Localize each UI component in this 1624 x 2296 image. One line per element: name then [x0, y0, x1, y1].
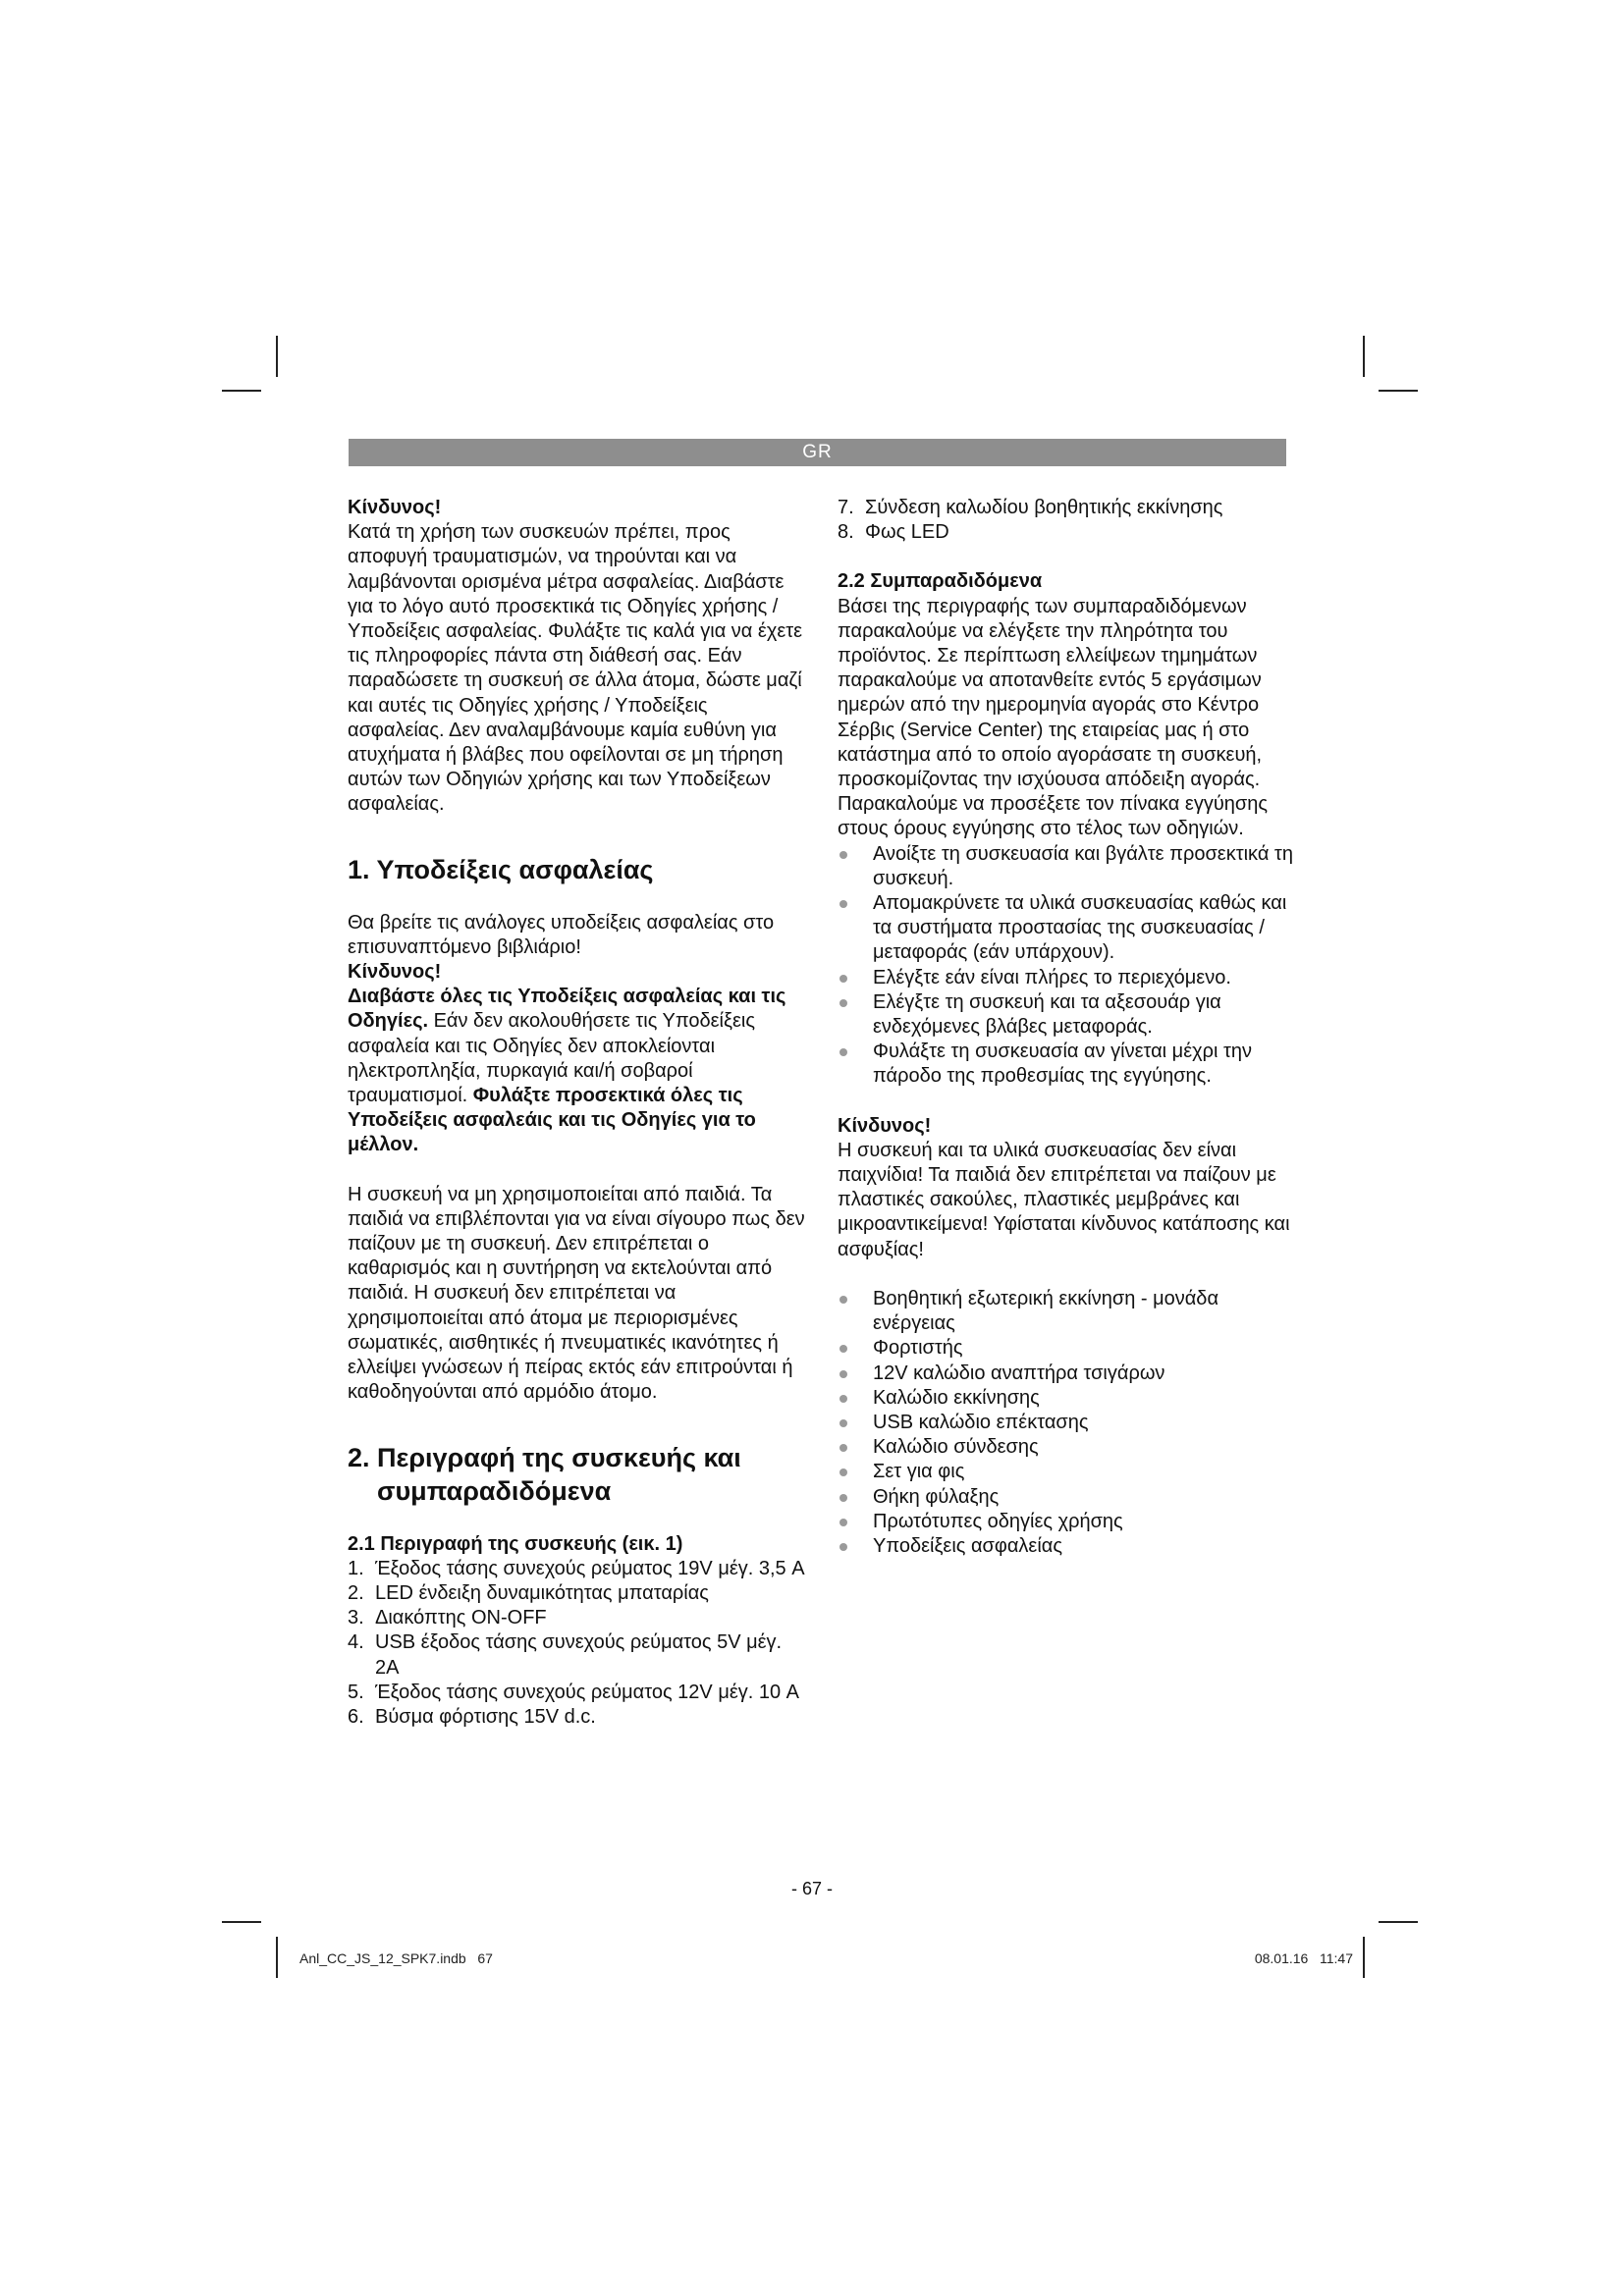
list-item: 8. Φως LED	[838, 521, 949, 544]
list-item: 6. Βύσμα φόρτισης 15V d.c.	[348, 1705, 596, 1728]
footer-file-name: Anl_CC_JS_12_SPK7.indb 67	[299, 1950, 493, 1966]
section-1-title: 1. Υποδείξεις ασφαλείας	[348, 854, 654, 884]
list-item: 4. USB έξοδος τάσης συνεχούς ρεύματος 5V μέγ. 2A	[348, 1631, 783, 1679]
bullet-icon	[839, 1444, 847, 1452]
bullet-icon	[839, 975, 847, 983]
bullet-icon	[839, 1468, 847, 1476]
device-parts-list	[348, 1557, 809, 1730]
bullet-icon	[839, 1494, 847, 1502]
bullet-icon	[839, 1519, 847, 1526]
bullet-icon	[839, 1543, 847, 1551]
list-item: Φορτιστής	[838, 1336, 1299, 1361]
list-item: 5. Έξοδος τάσης συνεχούς ρεύματος 12V μέγ. 10 A	[348, 1681, 800, 1703]
warning-bold-read: Διαβάστε όλες τις Υποδείξεις ασφαλείας και τις Οδηγίες.	[348, 986, 786, 1033]
bullet-icon	[839, 1048, 847, 1056]
bullet-icon	[839, 1370, 847, 1378]
section-1-intro: Θα βρείτε τις ανάλογες υποδείξεις ασφαλείας στο επισυναπτόμενο βιβλιάριο!	[348, 911, 775, 958]
crop-mark	[276, 1937, 278, 1978]
section-2-1-title: 2.1 Περιγραφή της συσκευής (εικ. 1)	[348, 1532, 683, 1555]
list-item: 7. Σύνδεση καλωδίου βοηθητικής εκκίνησης	[838, 497, 1223, 518]
list-item: 12V καλώδιο αναπτήρα τσιγάρων	[838, 1362, 1299, 1386]
list-item: Υποδείξεις ασφαλείας	[838, 1534, 1299, 1559]
crop-mark	[222, 1921, 261, 1923]
children-paragraph: Η συσκευή να μη χρησιμοποιείται από παιδιά. Τα παιδιά να επιβλέπονται για να είναι σίγουρο πως δεν παίζουν με τη συσκευή. Δεν επιτρέπεται ο καθαρισμός και η συντήρηση να εκτελούνται από παιδιά. Η συσκευή δεν επιτρέπεται να χρησιμοποιείται από άτομα με περιορισμένες σωματικές, αισθητικές ή πνευματικές ικανότητες ή ελλείψει γνώσεων ή πείρας εκτός εάν επιτρούνται ή καθοδηγούνται από αρμόδιο άτομο.	[348, 1183, 805, 1404]
footer-date-time: 08.01.16 11:47	[1254, 1950, 1353, 1966]
list-item: Απομακρύνετε τα υλικά συσκευασίας καθώς και τα συστήματα προστασίας της συσκευασίας / μεταφοράς (εάν υπάρχουν).	[838, 891, 1299, 966]
list-item: Ελέγξτε εάν είναι πλήρες το περιεχόμενο.	[838, 966, 1299, 990]
crop-mark	[222, 390, 261, 392]
list-item: Πρωτότυπες οδηγίες χρήσης	[838, 1510, 1299, 1534]
section-2-2-title: 2.2 Συμπαραδιδόμενα	[838, 570, 1043, 593]
left-column	[348, 496, 809, 1730]
list-item: Ανοίξτε τη συσκευασία και βγάλτε προσεκτικά τη συσκευή.	[838, 842, 1299, 891]
unpacking-checklist	[838, 842, 1299, 1090]
scope-of-delivery-paragraph: Βάσει της περιγραφής των συμπαραδιδόμενων παρακαλούμε να ελέγξετε την πληρότητα του προϊόντος. Σε περίπτωση ελλείψεων τημημάτων παρακαλούμε να αποτανθείτε εντός 5 εργάσιμων ημερών από την ημερομηνία αγοράς στο Κέντρο Σέρβις (Service Center) της εταιρείας μας ή στο κατάστημα από το οποίο αγοράσατε τη συσκευή, προσκομίζοντας την ισχύουσα απόδειξη αγοράς. Παρακαλούμε να προσέξετε τον πίνακα εγγύησης στους όρους εγγύησης στο τέλος των οδηγιών.	[838, 595, 1268, 840]
list-item: Καλώδιο εκκίνησης	[838, 1386, 1299, 1411]
crop-mark	[276, 336, 278, 377]
scope-of-delivery-list	[838, 1287, 1299, 1559]
bullet-icon	[839, 999, 847, 1007]
list-item: 3. Διακόπτης ON-OFF	[348, 1607, 547, 1629]
crop-mark	[1379, 390, 1418, 392]
list-item: Βοηθητική εξωτερική εκκίνηση - μονάδα ενέργειας	[838, 1287, 1299, 1336]
danger-heading: Κίνδυνος!	[838, 1114, 932, 1137]
crop-mark	[1363, 1937, 1365, 1978]
section-2-title-line1: 2. Περιγραφή της συσκευής και	[348, 1442, 741, 1472]
list-item: 2. LED ένδειξη δυναμικότητας μπαταρίας	[348, 1581, 709, 1604]
device-parts-list-continued	[838, 496, 1299, 545]
bullet-icon	[839, 900, 847, 908]
section-2-title	[348, 1441, 809, 1508]
bullet-icon	[839, 1345, 847, 1353]
language-header-bar	[349, 439, 1286, 466]
list-item: Φυλάξτε τη συσκευασία αν γίνεται μέχρι την πάροδο της προθεσμίας της εγγύησης.	[838, 1040, 1299, 1089]
list-item: USB καλώδιο επέκτασης	[838, 1411, 1299, 1435]
crop-mark	[1363, 336, 1365, 377]
section-1-danger-heading: Κίνδυνος!	[348, 961, 442, 984]
packaging-danger-paragraph: Η συσκευή και τα υλικά συσκευασίας δεν είναι παιχνίδια! Τα παιδιά δεν επιτρέπεται να παίζουν με πλαστικές σακούλες, πλαστικές μεμβράνες και μικροαντικείμενα! Υφίσταται κίνδυνος κατάποσης και ασφυξίας!	[838, 1139, 1290, 1260]
list-item: Ελέγξτε τη συσκευή και τα αξεσουάρ για ενδεχόμενες βλάβες μεταφοράς.	[838, 990, 1299, 1040]
list-item: Θήκη φύλαξης	[838, 1485, 1299, 1510]
section-1-warning-paragraph	[348, 985, 809, 1157]
bullet-icon	[839, 1419, 847, 1427]
list-item: Καλώδιο σύνδεσης	[838, 1435, 1299, 1460]
page-number: - 67 -	[790, 1879, 833, 1898]
list-item: 1. Έξοδος τάσης συνεχούς ρεύματος 19V μέγ. 3,5 A	[348, 1557, 805, 1579]
crop-mark	[1379, 1921, 1418, 1923]
danger-heading: Κίνδυνος!	[348, 497, 442, 518]
warning-bold-keep: Φυλάξτε προσεκτικά όλες τις Υποδείξεις ασφαλεάις και τις Οδηγίες για το μέλλον.	[348, 1085, 756, 1156]
right-column	[838, 496, 1299, 1559]
bullet-icon	[839, 851, 847, 859]
list-item: Σετ για φις	[838, 1460, 1299, 1484]
warning-normal-text: Εάν δεν ακολουθήσετε τις Υποδείξεις ασφαλεία και τις Οδηγίες δεν αποκλείονται ηλεκτροπληξία, πυρκαγιά και/ή σοβαροί τραυματισμοί.	[348, 1010, 755, 1107]
bullet-icon	[839, 1296, 847, 1304]
language-tag: GR	[802, 442, 833, 462]
section-2-title-line2: συμπαραδιδόμενα	[377, 1475, 612, 1506]
danger-paragraph: Κατά τη χρήση των συσκευών πρέπει, προς αποφυγή τραυματισμών, να τηρούνται και να λαμβάνονται ορισμένα μέτρα ασφαλείας. Διαβάστε για το λόγο αυτό προσεκτικά τις Οδηγίες χρήσης / Υποδείξεις ασφαλείας. Φυλάξτε τις καλά για να έχετε τις πληροφορίες πάντα στη διάθεσή σας. Εάν παραδώσετε τη συσκευή σε άλλα άτομα, δώστε μαζί και αυτές τις Οδηγίες χρήσης / Υποδείξεις ασφαλείας. Δεν αναλαμβάνουμε καμία ευθύνη για ατυχήματα ή βλάβες που οφείλονται σε μη τήρηση αυτών των Οδηγιών χρήσης και των Υποδείξεων ασφαλείας.	[348, 521, 803, 816]
bullet-icon	[839, 1395, 847, 1403]
